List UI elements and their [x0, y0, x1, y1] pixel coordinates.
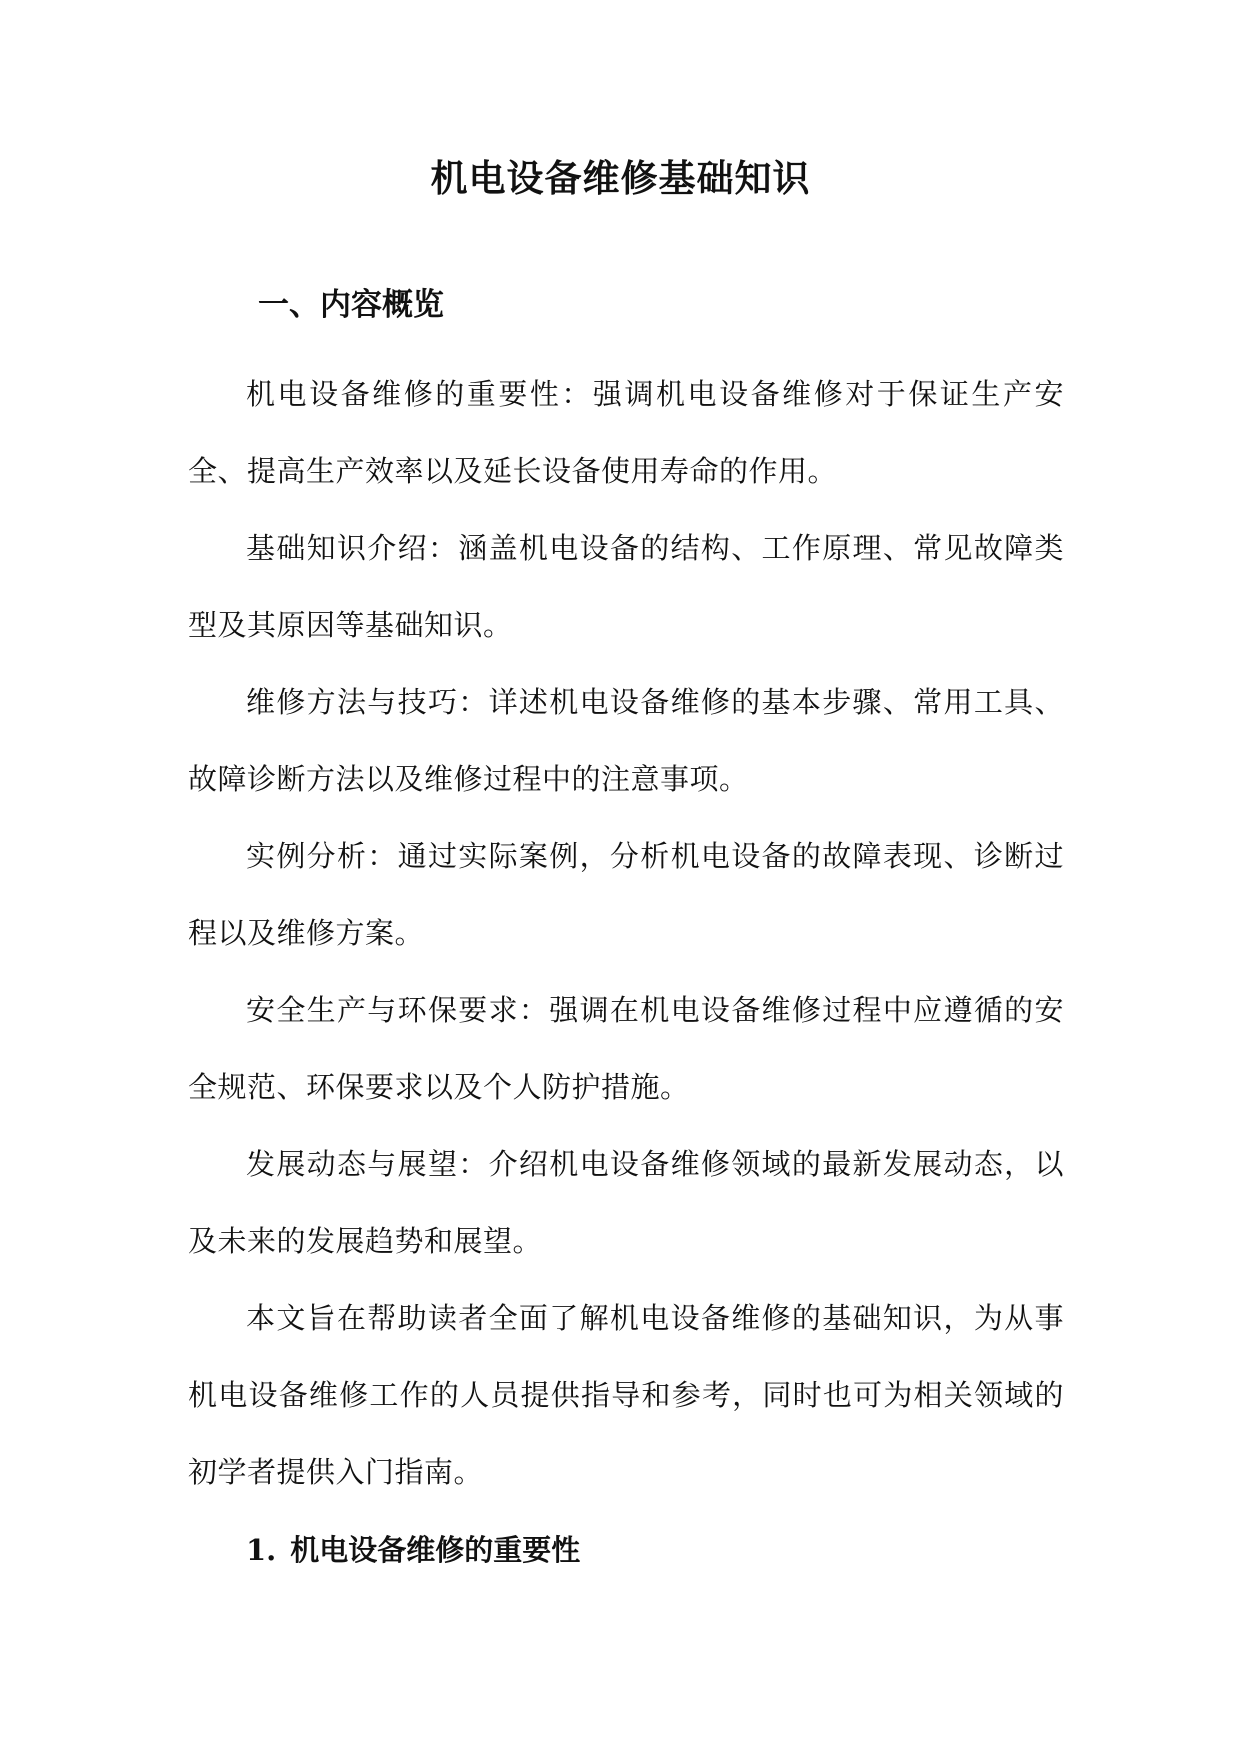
subsection-title: 机电设备维修的重要性 — [290, 1533, 581, 1567]
paragraph: 本文旨在帮助读者全面了解机电设备维修的基础知识，为从事机电设备维修工作的人员提供指导和参考，同时也可为相关领域的初学者提供入门指南。 — [188, 1301, 1064, 1489]
subsection-heading — [246, 1525, 580, 1575]
paragraph: 维修方法与技巧：详述机电设备维修的基本步骤、常用工具、故障诊断方法以及维修过程中的注意事项。 — [188, 685, 1064, 796]
document-title: 机电设备维修基础知识 — [430, 156, 811, 200]
paragraph: 机电设备维修的重要性：强调机电设备维修对于保证生产安全、提高生产效率以及延长设备使用寿命的作用。 — [188, 377, 1064, 488]
section-body — [188, 356, 1064, 1511]
section-heading-overview: 一、内容概览 — [258, 287, 444, 323]
paragraph: 基础知识介绍：涵盖机电设备的结构、工作原理、常见故障类型及其原因等基础知识。 — [188, 531, 1064, 642]
paragraph: 实例分析：通过实际案例，分析机电设备的故障表现、诊断过程以及维修方案。 — [188, 839, 1064, 950]
paragraph: 安全生产与环保要求：强调在机电设备维修过程中应遵循的安全规范、环保要求以及个人防护措施。 — [188, 993, 1064, 1104]
paragraph: 发展动态与展望：介绍机电设备维修领域的最新发展动态，以及未来的发展趋势和展望。 — [188, 1147, 1064, 1258]
subsection-number: 1. — [246, 1533, 277, 1567]
